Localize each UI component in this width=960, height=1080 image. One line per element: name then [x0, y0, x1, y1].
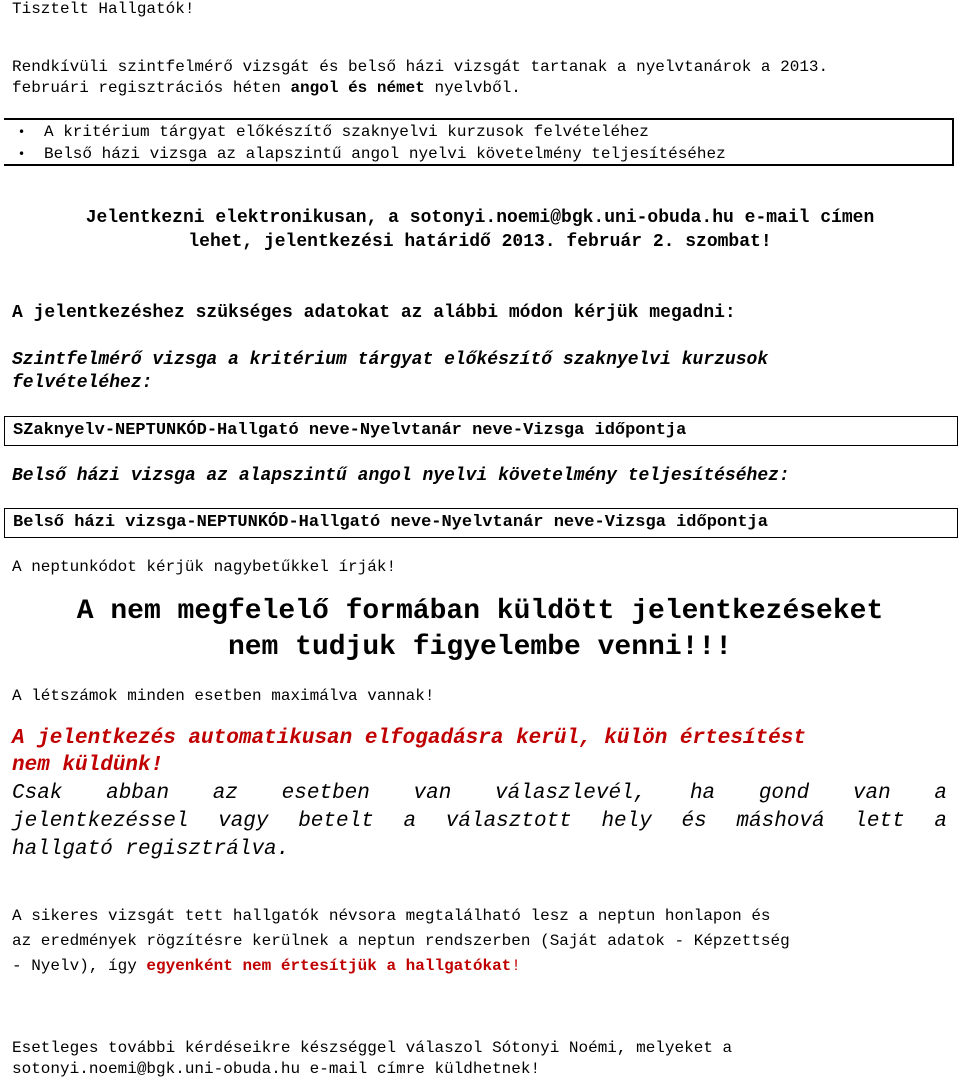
greeting: Tisztelt Hallgatók!	[12, 0, 195, 18]
results-line-3	[12, 957, 521, 975]
bullet-icon: •	[18, 147, 26, 161]
languages-emphasis: angol és német	[290, 79, 425, 97]
reply-note-line-3: hallgató regisztrálva.	[12, 838, 290, 861]
auto-accept-line-1: A jelentkezés automatikusan elfogadásra kerül, külön értesítést	[12, 727, 806, 750]
contact-line-2: sotonyi.noemi@bgk.uni-obuda.hu e-mail címre küldhetnek!	[12, 1060, 541, 1078]
capacity-note: A létszámok minden esetben maximálva vannak!	[12, 687, 435, 705]
intro-line-2	[12, 79, 521, 97]
results-line-2: az eredmények rögzítésre kerülnek a neptun rendszerben (Saját adatok - Képzettség	[12, 932, 790, 950]
results-text: - Nyelv), így	[12, 957, 147, 975]
data-request-heading: A jelentkezéshez szükséges adatokat az alábbi módon kérjük megadni:	[12, 303, 736, 323]
bullet-icon: •	[18, 125, 26, 139]
reply-note-line-2: jelentkezéssel vagy betelt a választott hely és máshová lett a	[12, 810, 947, 833]
warning-line-2: nem tudjuk figyelembe venni!!!	[227, 632, 733, 663]
bullet-item	[18, 123, 649, 141]
section1-format-box: SZaknyelv-NEPTUNKÓD-Hallgató neve-Nyelvtanár neve-Vizsga időpontja	[4, 416, 958, 446]
section1-title-line-2: felvételéhez:	[12, 373, 153, 393]
results-exclamation: !	[511, 957, 521, 975]
section2-title: Belső házi vizsga az alapszintű angol nyelvi követelmény teljesítéséhez:	[12, 466, 790, 486]
intro-text-end: nyelvből.	[424, 79, 521, 97]
exam-types-box	[4, 118, 954, 166]
auto-accept-line-2: nem küldünk!	[12, 754, 164, 777]
reply-note-line-1: Csak abban az esetben van válaszlevél, ha gond van a	[12, 782, 947, 805]
contact-line-1: Esetleges további kérdéseikre készséggel válaszol Sótonyi Noémi, melyeket a	[12, 1039, 733, 1057]
signup-line-1: Jelentkezni elektronikusan, a sotonyi.noemi@bgk.uni-obuda.hu e-mail címen	[85, 208, 875, 228]
warning-line-1: A nem megfelelő formában küldött jelentkezéseket	[76, 596, 884, 627]
intro-line-1: Rendkívüli szintfelmérő vizsgát és belső házi vizsgát tartanak a nyelvtanárok a 2013.	[12, 58, 829, 76]
bullet-item	[18, 145, 726, 163]
signup-line-2: lehet, jelentkezési határidő 2013. február 2. szombat!	[188, 232, 772, 252]
bullet-text: A kritérium tárgyat előkészítő szaknyelvi kurzusok felvételéhez	[44, 123, 649, 141]
uppercase-note: A neptunkódot kérjük nagybetűkkel írják!	[12, 558, 397, 576]
section1-title-line-1: Szintfelmérő vizsga a kritérium tárgyat előkészítő szaknyelvi kurzusok	[12, 350, 769, 370]
bullet-text: Belső házi vizsga az alapszintű angol nyelvi követelmény teljesítéséhez	[44, 145, 726, 163]
intro-text: februári regisztrációs héten	[12, 79, 291, 97]
section2-format-box: Belső házi vizsga-NEPTUNKÓD-Hallgató neve-Nyelvtanár neve-Vizsga időpontja	[4, 508, 958, 538]
no-notification-emphasis: egyenként nem értesítjük a hallgatókat	[146, 957, 512, 975]
results-line-1: A sikeres vizsgát tett hallgatók névsora megtalálható lesz a neptun honlapon és	[12, 907, 771, 925]
